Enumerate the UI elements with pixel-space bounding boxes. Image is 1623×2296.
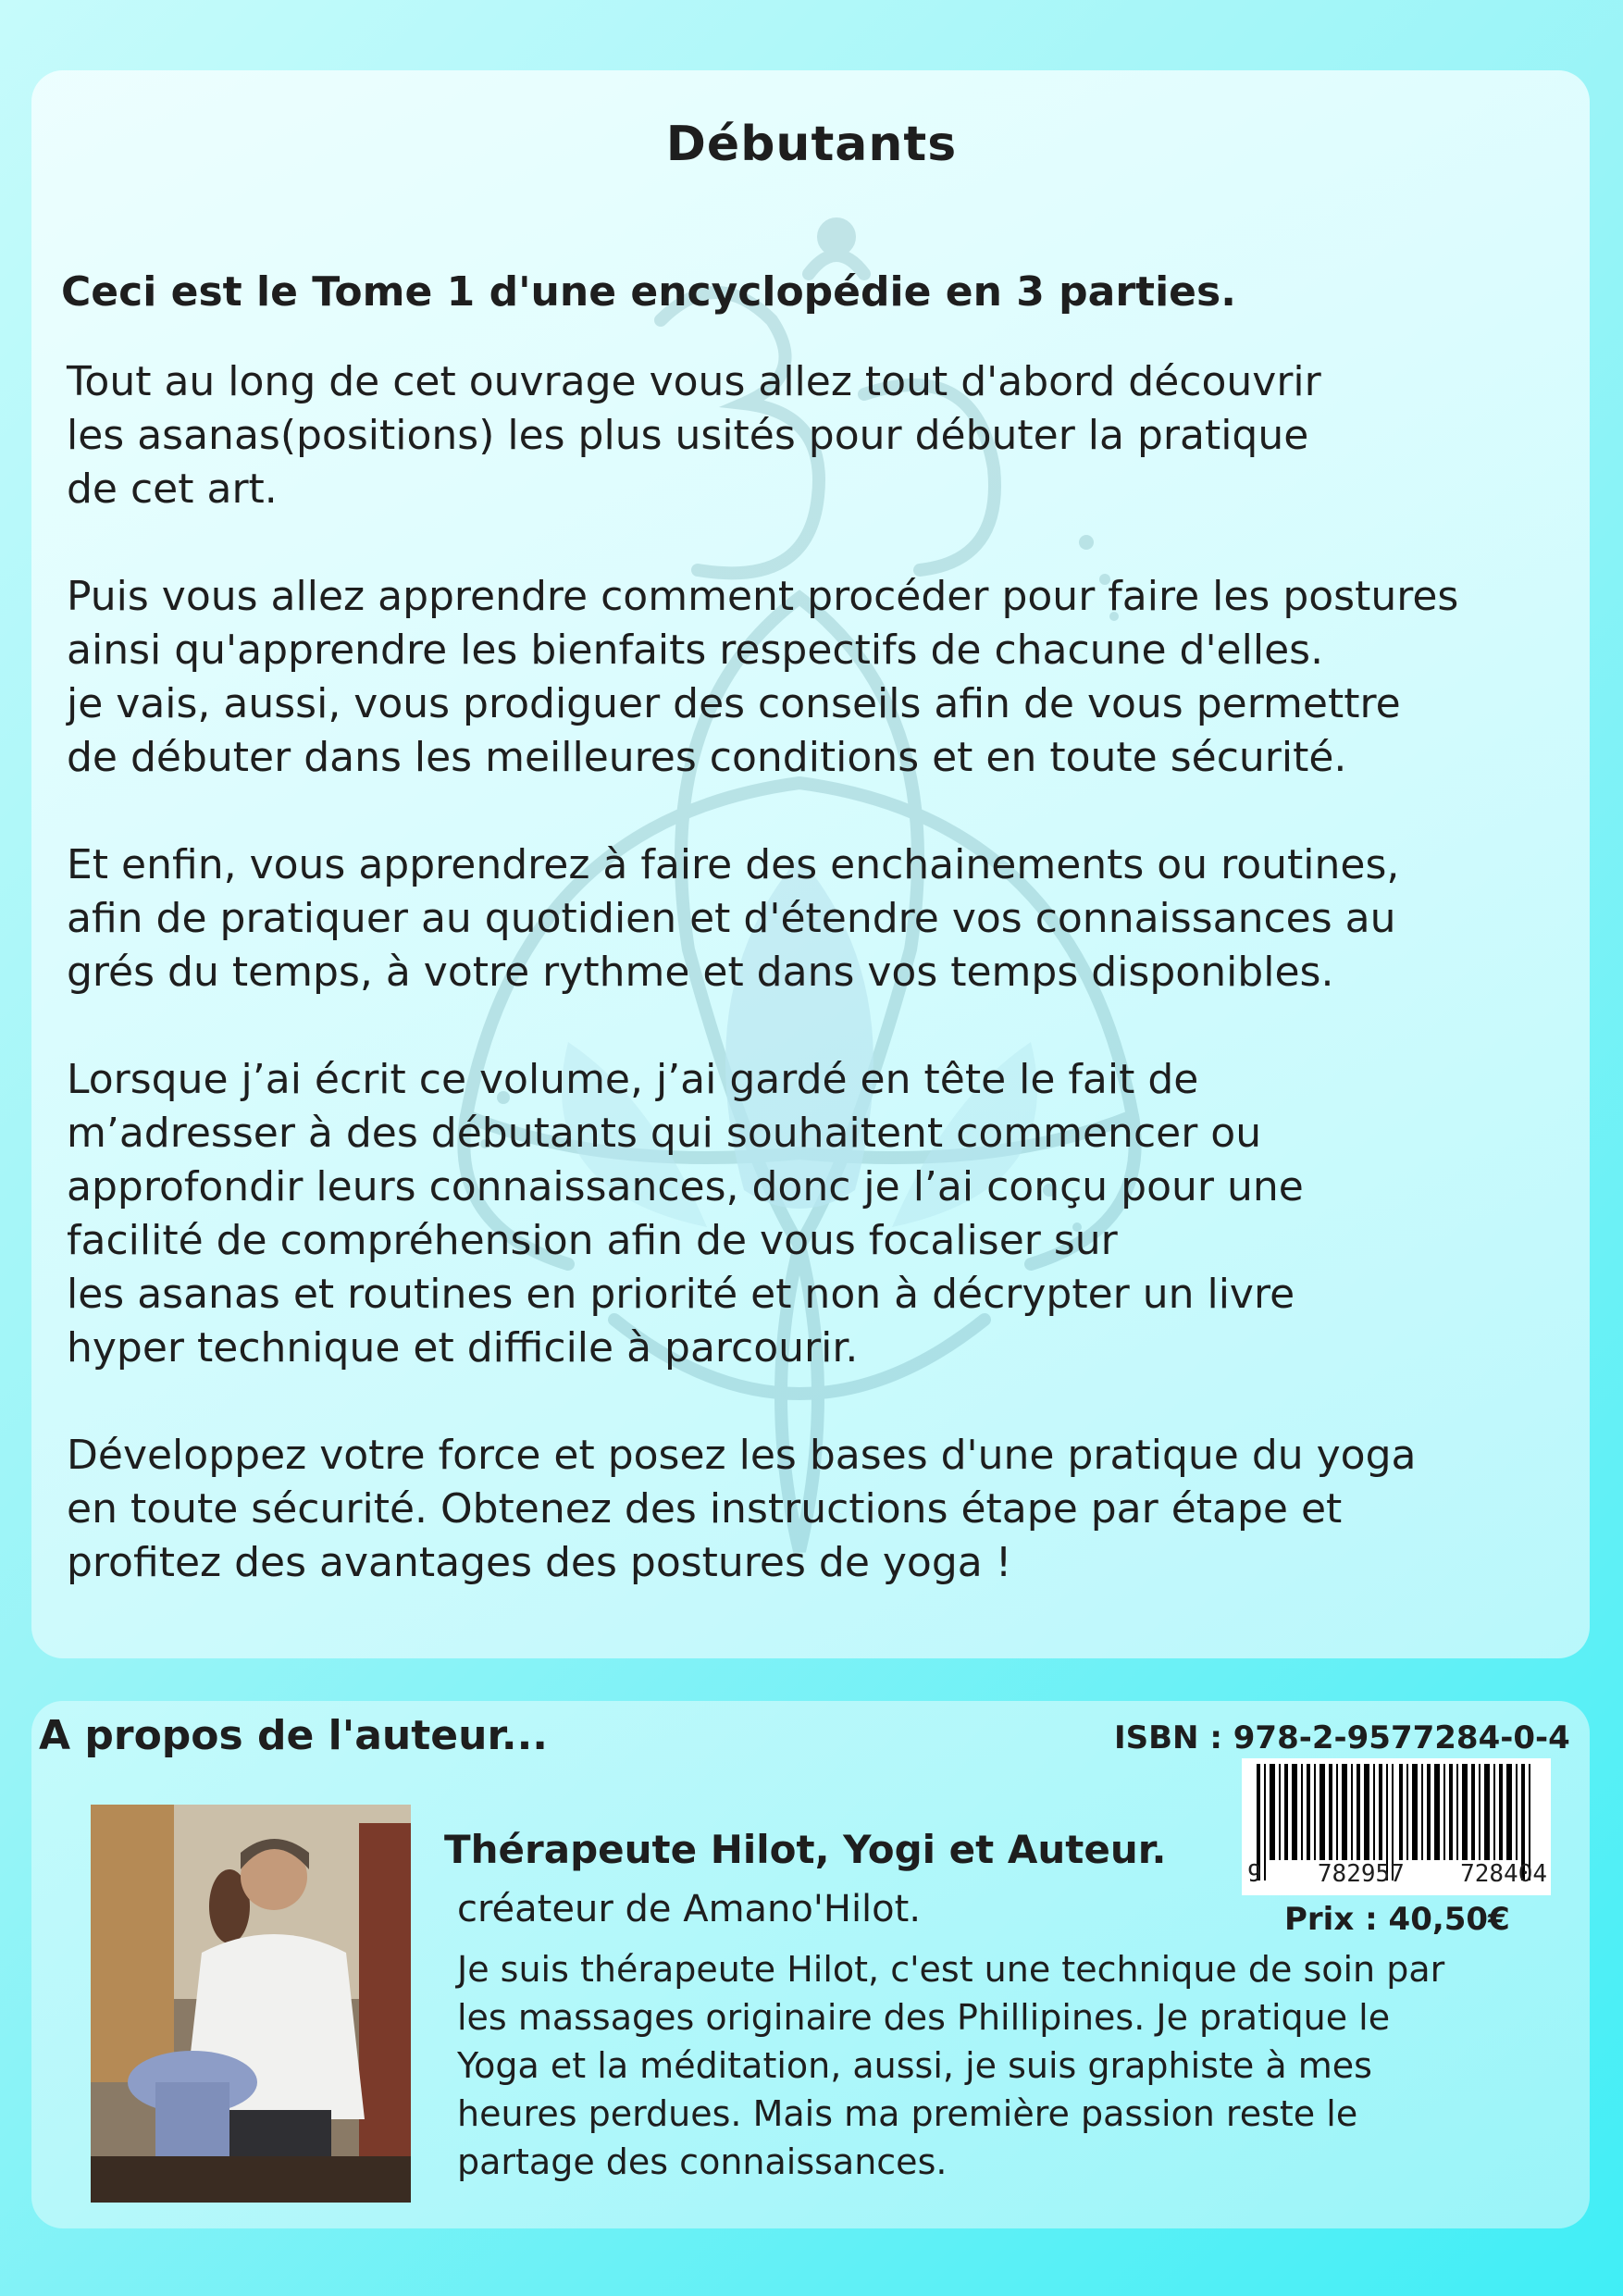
page-title: Débutants bbox=[665, 117, 958, 172]
barcode-digit-left: 782957 bbox=[1317, 1860, 1405, 1888]
lead-text: Ceci est le Tome 1 d'une encyclopédie en 3 parties. bbox=[61, 268, 1236, 316]
barcode-digit-prefix: 9 bbox=[1247, 1860, 1262, 1888]
paragraph-2: Puis vous allez apprendre comment procéder pour faire les postures ainsi qu'apprendre les bienfaits respectifs de chacune d'elles. je vais, aussi, vous prodiguer des conseils afin de vous permettre de débuter dans les meilleures conditions et en toute sécurité. bbox=[67, 573, 1459, 781]
about-heading: A propos de l'auteur... bbox=[39, 1712, 549, 1759]
author-photo-icon bbox=[91, 1805, 411, 2203]
isbn-label: ISBN : 978-2-9577284-0-4 bbox=[1114, 1719, 1570, 1756]
author-creator: créateur de Amano'Hilot. bbox=[457, 1888, 922, 1930]
price-label: Prix : 40,50€ bbox=[1284, 1901, 1510, 1938]
paragraph-5: Développez votre force et posez les bases d'une pratique du yoga en toute sécurité. Obtenez des instructions étape par étape et profitez des avantages des postures de yoga ! bbox=[67, 1432, 1417, 1586]
paragraph-4: Lorsque j’ai écrit ce volume, j’ai gardé en tête le fait de m’adresser à des débutants qui souhaitent commencer ou approfondir leurs connaissances, donc je l’ai conçu pour une facilité de compréhension afin de vous focaliser sur les asanas et routines en priorité et non à décrypter un livre hyper technique et difficile à parcourir. bbox=[67, 1056, 1304, 1371]
author-role: Thérapeute Hilot, Yogi et Auteur. bbox=[444, 1827, 1167, 1872]
paragraph-3: Et enfin, vous apprendrez à faire des enchainements ou routines, afin de pratiquer au quotidien et d'étendre vos connaissances au grés du temps, à votre rythme et dans vos temps disponibles. bbox=[67, 841, 1400, 996]
paragraph-1: Tout au long de cet ouvrage vous allez tout d'abord découvrir les asanas(positions) les plus usités pour débuter la pratique de cet art. bbox=[67, 358, 1321, 513]
author-bio: Je suis thérapeute Hilot, c'est une technique de soin par les massages originaire des Phillipines. Je pratique le Yoga et la méditation, aussi, je suis graphiste à mes heures perdues. Mais ma première passion reste le partage des connaissances. bbox=[457, 1949, 1445, 2182]
barcode-digits bbox=[1247, 1860, 1547, 1888]
barcode-digit-right: 728404 bbox=[1460, 1860, 1547, 1888]
